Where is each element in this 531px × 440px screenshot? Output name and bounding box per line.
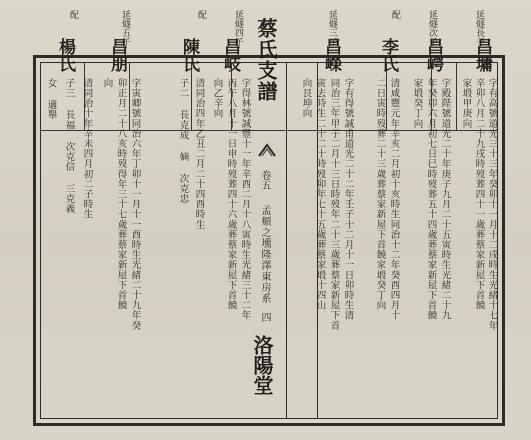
entry-relation: 延燧四子 bbox=[233, 10, 243, 46]
entry-text-line: 字得林號誠豐十一年辛酉二月十八寅時生光緒三十二年 bbox=[239, 78, 251, 321]
entry-text-line: 家塅癸丁向 bbox=[411, 78, 423, 129]
entry-text-line: 字有高號道光三十三年癸卯十一月十二戌時生光緒十七年 bbox=[486, 78, 498, 331]
entry-name: 昌朋 bbox=[107, 38, 127, 72]
entry-text-line: 字有得號誠甫道光二十二年壬子十二月十一日卯時生清 bbox=[342, 78, 354, 321]
entry-name: 楊氏 bbox=[55, 38, 75, 72]
entry-relation: 配 bbox=[68, 10, 78, 19]
entry-text-line: 向艮坤向 bbox=[300, 78, 312, 119]
entry-text-line: 女 適舉 bbox=[45, 78, 57, 120]
entry-text-line: 同治三年甲子二月十三日時歿年二十三歲葬蔡家新屋下首 bbox=[328, 78, 340, 331]
branch-label: 孟頫之壎隆澤東房系 bbox=[259, 205, 270, 304]
entry-text-line: 清咸豐元年辛亥二月初十亥時生同治十二年癸酉四月十 bbox=[388, 78, 400, 321]
entry-text-line: 辛卯八月二十九戌時歿葬四十一歲葬蔡家新屋下首饒 bbox=[473, 78, 485, 311]
entry-text-line: 向 bbox=[101, 78, 113, 89]
sheet-number: 四 bbox=[259, 312, 270, 322]
entry-text-line: 子二 長克成 嫡 次克忠 bbox=[177, 78, 189, 204]
entry-name: 昌岐 bbox=[220, 38, 240, 72]
entry-relation: 延燧三子 bbox=[327, 10, 337, 46]
entry-text-line: 子三 長福 次克信 三克義 bbox=[63, 78, 75, 214]
entry-relation: 延燧長子 bbox=[474, 10, 484, 46]
entry-relation: 延燧次子 bbox=[427, 10, 437, 46]
book-title: 蔡氏支譜 bbox=[254, 18, 278, 102]
entry-text-line: 卯正月二十八亥時歿得年三十七歲葬蔡家新屋下首饒 bbox=[115, 78, 127, 311]
entry-name: 昌墉 bbox=[472, 38, 492, 72]
entry-text-line: 字殿陛號道光二十年庚子九月二十五寅時生光緒二十九 bbox=[439, 78, 451, 321]
entry-name: 昌嶸 bbox=[321, 38, 341, 72]
entry-text-line: 家塅甲庚向 bbox=[460, 78, 472, 129]
hall-name: 洛陽堂 bbox=[250, 335, 274, 395]
entry-name: 李氏 bbox=[378, 38, 398, 72]
entry-name: 陳氏 bbox=[179, 38, 199, 72]
entry-text-line: 清同治十年辛未四月初二子時生 bbox=[81, 78, 93, 220]
entry-text-line: 清同治四年乙丑二月二十四酉時生 bbox=[193, 78, 205, 230]
entry-text-line: 年癸卯六月初七日巳時歿葬五十四歲葬蔡家新屋下首饒 bbox=[425, 78, 437, 321]
entry-text-line: 向乙辛向 bbox=[211, 78, 223, 119]
entry-text-line: 二日寅時歿葬二十三歲葬蔡家新屋下首饒家塅癸丁向 bbox=[374, 78, 386, 311]
entry-text-line: 寅去時生二十二十時歿卯年七十五歲葬蔡家塅十四山 bbox=[314, 78, 326, 311]
entry-text-line: 丙午八月十一日申時歿葬四十六歲葬蔡家新屋下首饒 bbox=[225, 78, 237, 311]
entry-relation: 配 bbox=[196, 10, 206, 19]
fishtail-ornament-icon bbox=[258, 143, 276, 157]
entry-relation: 配 bbox=[390, 10, 400, 19]
entry-name: 昌崿 bbox=[423, 38, 443, 72]
entry-relation: 延燧五子 bbox=[120, 10, 130, 46]
volume-label: 卷五 bbox=[259, 170, 270, 190]
entry-text-line: 字寅卿號同治六年丁卯十一月十一酉時生光緒二十九年癸 bbox=[129, 78, 141, 331]
